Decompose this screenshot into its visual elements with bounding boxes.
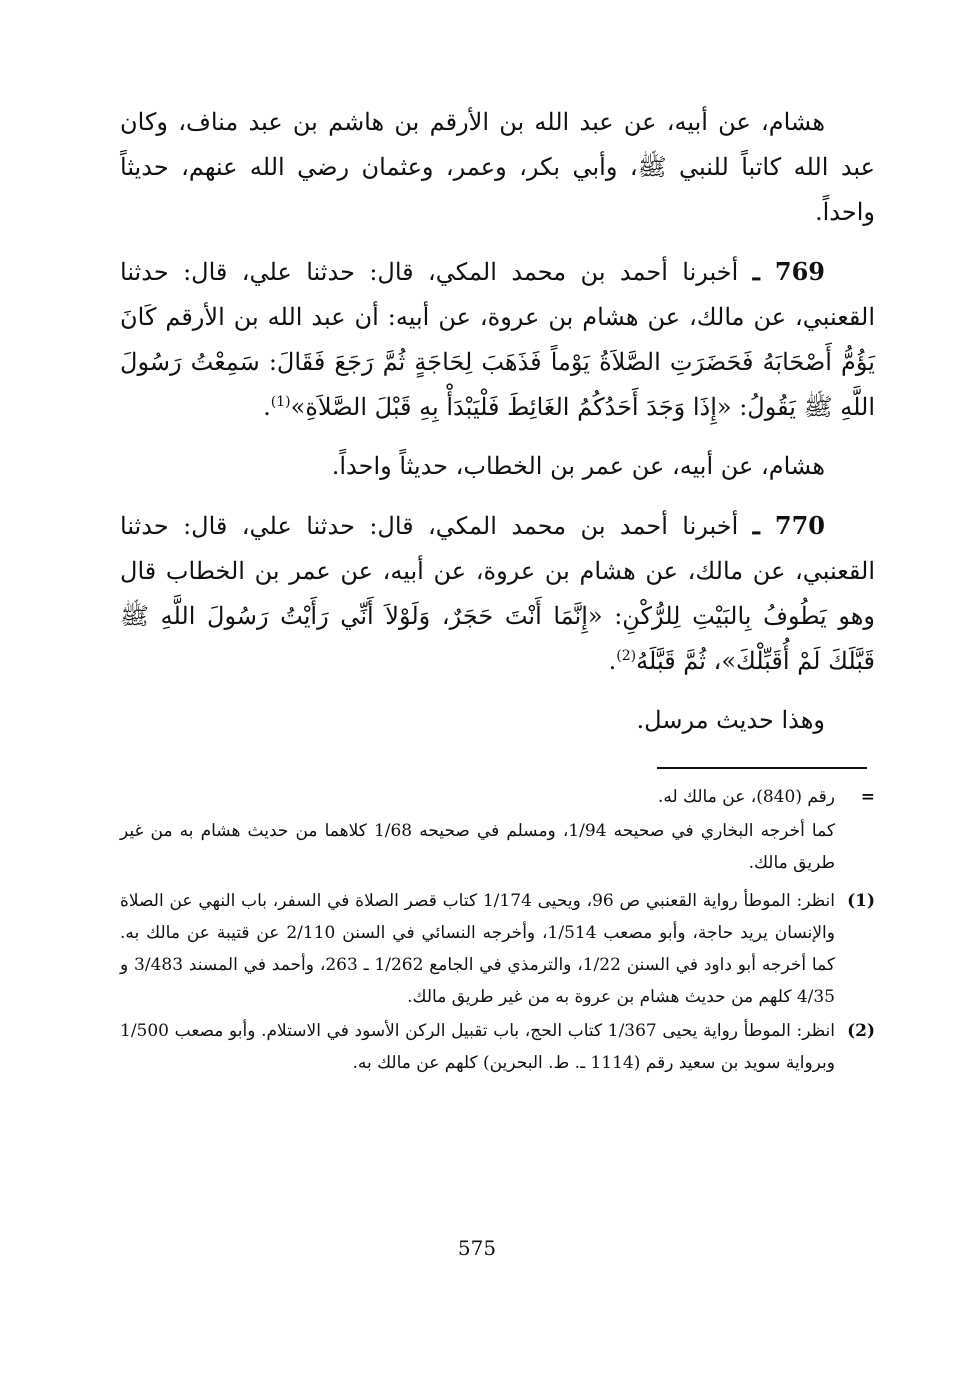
footnote-divider (657, 767, 867, 769)
footnote-ref-1[interactable]: (1) (270, 394, 291, 410)
footnote-ref-2[interactable]: (2) (616, 648, 637, 664)
hadith-770 (120, 503, 875, 684)
footnote-2-text: انظر: الموطأ رواية يحيى 1/367 كتاب الحج، باب تقبيل الركن الأسود في الاستلام. وأبو مصعب 1/500 وبرواية سويد بن سعيد رقم (1114 ـ. ط. البحرين) كلهم عن مالك به. (120, 1021, 835, 1073)
footnote-1-text: انظر: الموطأ رواية القعنبي ص 96، ويحيى 1/174 كتاب قصر الصلاة في السفر، باب النهي عن الصلاة والإنسان يريد حاجة، وأبو مصعب 1/514، وأخرجه النسائي في السنن 2/110 عن قتيبة عن مالك به. كما أخرجه أبو داود في السنن 1/22، والترمذي في الجامع 1/262 ـ 263، وأحمد في المسند 3/483 و 4/35 كلهم من حديث هشام بن عروة به من غير طريق مالك. (120, 891, 835, 1007)
page-body (120, 100, 875, 1081)
hadith-770-text: أخبرنا أحمد بن محمد المكي، قال: حدثنا علي، قال: حدثنا القعنبي، عن مالك، عن هشام بن عروة، عن أبيه، عن عمر بن الخطاب قال وهو يَطُوفُ بِالبَيْتِ لِلرُّكْنِ: «إِنَّمَا أَنْتَ حَجَرٌ، وَلَوْلاَ أَنِّي رَأَيْتُ رَسُولَ اللَّهِ ﷺ قَبَّلَكَ لَمْ أُقَبِّلْكَ»، ثُمَّ قَبَّلَهُ (120, 512, 875, 675)
footnote-2 (120, 1015, 875, 1079)
hadith-769-text: أخبرنا أحمد بن محمد المكي، قال: حدثنا علي، قال: حدثنا القعنبي، عن مالك، عن هشام بن عروة، عن أبيه: أن عبد الله بن الأرقم كَانَ يَؤُمُّ أَصْحَابَهُ فَحَضَرَتِ الصَّلاَةُ يَوْماً فَذَهَبَ لِحَاجَةٍ ثُمَّ رَجَعَ فَقَالَ: سَمِعْتُ رَسُولَ اللَّهِ ﷺ يَقُولُ: «إِذَا وَجَدَ أَحَدُكُمُ الغَائِطَ فَلْيَبْدَأْ بِهِ قَبْلَ الصَّلاَةِ» (120, 258, 875, 421)
page-number: 575 (457, 1236, 497, 1260)
hadith-769-end: . (263, 393, 271, 421)
footnote-continuation-marker: = (860, 787, 875, 807)
hadith-number-770: 770 ـ (752, 511, 826, 540)
hadith-769 (120, 249, 875, 430)
hadith-number-769: 769 ـ (752, 257, 826, 286)
footnote-continuation (120, 781, 875, 813)
paragraph-hisham-father-umar: هشام، عن أبيه، عن عمر بن الخطاب، حديثاً واحداً. (331, 452, 825, 480)
paragraph-hisham-father-abdullah: هشام، عن أبيه، عن عبد الله بن الأرقم بن هاشم بن عبد مناف، وكان عبد الله كاتباً للنبي ﷺ، وأبي بكر، وعمر، وعثمان رضي الله عنهم، حديثاً واحداً. (120, 108, 875, 226)
main-text (120, 100, 875, 743)
footnote-1-marker: (1) (847, 891, 875, 911)
paragraph-mursal-note: وهذا حديث مرسل. (636, 706, 825, 734)
footnote-continuation-line2: كما أخرجه البخاري في صحيحه 1/94، ومسلم في صحيحه 1/68 كلاهما من حديث هشام به من غير طريق مالك. (120, 821, 835, 873)
footnote-1 (120, 885, 875, 1013)
footnote-2-marker: (2) (847, 1021, 875, 1041)
hadith-770-end: . (608, 647, 617, 675)
footnotes (120, 781, 875, 1079)
footnote-continuation-line1: رقم (840)، عن مالك له. (657, 787, 835, 807)
